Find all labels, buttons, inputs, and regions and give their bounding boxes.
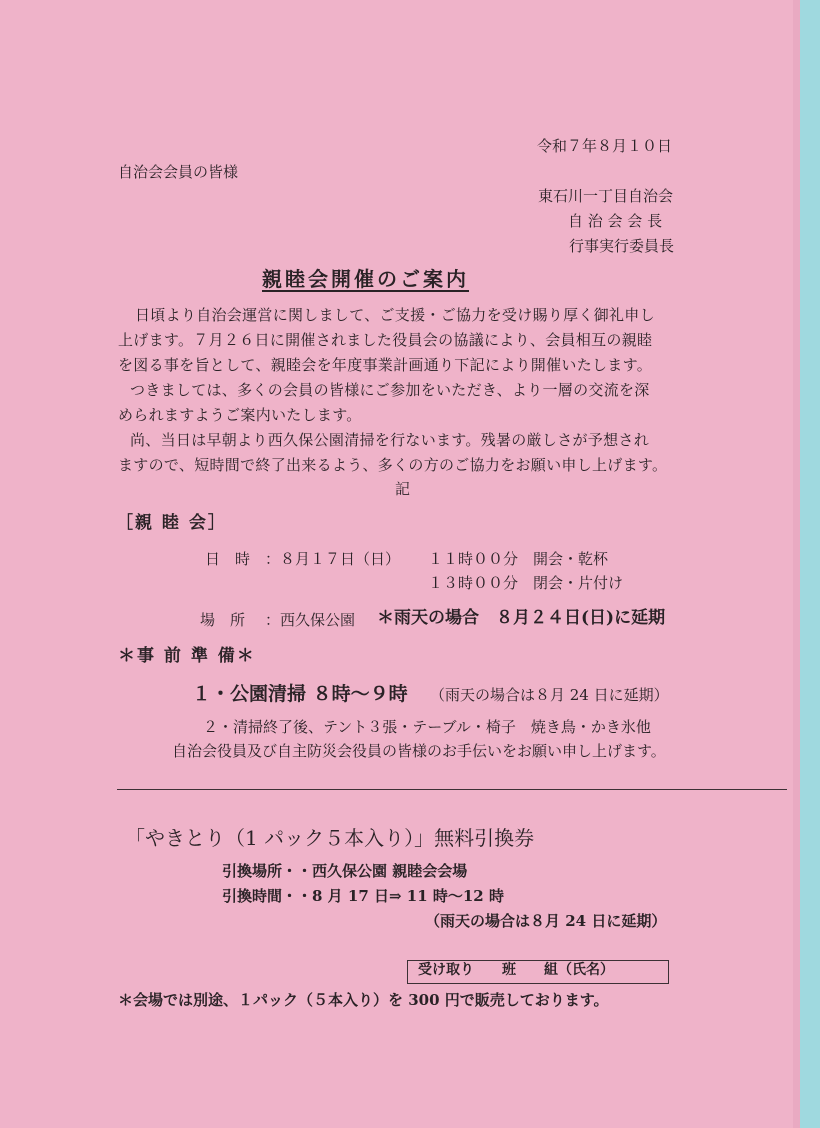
- event-time-close: １３時００分 閉会・片付け: [428, 574, 624, 592]
- body-line: を図る事を旨として、親睦会を年度事業計画通り下記により開催いたします。: [118, 356, 653, 374]
- receipt-label: 受け取り 班 組（氏名）: [418, 962, 614, 978]
- ki-marker: 記: [395, 480, 411, 498]
- event-place-label: 場 所: [200, 611, 246, 629]
- body-line: められますようご案内いたします。: [118, 406, 362, 424]
- prep-item-cleaning-note: （雨天の場合は８月 24 日に延期）: [430, 686, 669, 704]
- page-title: 親睦会開催のご案内: [262, 267, 469, 291]
- addressee: 自治会会員の皆様: [118, 163, 239, 181]
- coupon-exchange-place: 引換場所・・西久保公園 親睦会会場: [222, 862, 468, 880]
- prep-item-setup-help: 自治会役員及び自主防災会役員の皆様のお手伝いをお願い申し上げます。: [172, 742, 666, 760]
- body-line: つきましては、多くの会員の皆様にご参加をいただき、より一層の交流を深: [130, 381, 650, 399]
- event-place-value: ：西久保公園: [265, 611, 356, 629]
- rain-postpone-note: ＊雨天の場合 ８月２４日(日)に延期: [377, 608, 666, 628]
- coupon-exchange-time: 引換時間・・8 月 17 日⇒ 11 時～12 時: [222, 887, 504, 905]
- body-line: 上げます。７月２６日に開催されました役員会の協議により、会員相互の親睦: [118, 331, 653, 349]
- prep-item-setup: ２・清掃終了後、テント３張・テーブル・椅子 焼き鳥・かき氷他: [203, 718, 651, 736]
- event-time-open: １１時００分 開会・乾杯: [428, 550, 609, 568]
- paper-edge: [793, 0, 800, 1128]
- coupon-title: 「やきとり（1 パック５本入り）」無料引換券: [125, 826, 535, 850]
- sale-note: ＊会場では別途、１パック（５本入り）を 300 円で販売しております。: [118, 991, 609, 1009]
- prep-heading: ＊事 前 準 備＊: [118, 646, 256, 666]
- prep-item-cleaning: １・公園清掃 ８時～９時: [192, 683, 408, 705]
- sender-title-chair: 自 治 会 会 長: [568, 212, 663, 230]
- issue-date: 令和７年８月１０日: [537, 137, 673, 155]
- event-date-value: ：８月１７日（日）: [265, 550, 401, 568]
- cut-line: [117, 789, 787, 790]
- body-line: 日頃より自治会運営に関しまして、ご支援・ご協力を受け賜り厚く御礼申し: [135, 306, 655, 324]
- sender-title-committee: 行事実行委員長: [569, 237, 675, 255]
- event-date-label: 日 時: [205, 550, 251, 568]
- body-line: 尚、当日は早朝より西久保公園清掃を行ないます。残暑の厳しさが予想され: [130, 431, 650, 449]
- sender-org: 東石川一丁目自治会: [538, 187, 674, 205]
- body-line: ますので、短時間で終了出来るよう、多くの方のご協力をお願い申し上げます。: [118, 456, 668, 474]
- event-heading: ［親 睦 会］: [116, 513, 227, 533]
- coupon-rain-note: （雨天の場合は８月 24 日に延期）: [425, 912, 667, 930]
